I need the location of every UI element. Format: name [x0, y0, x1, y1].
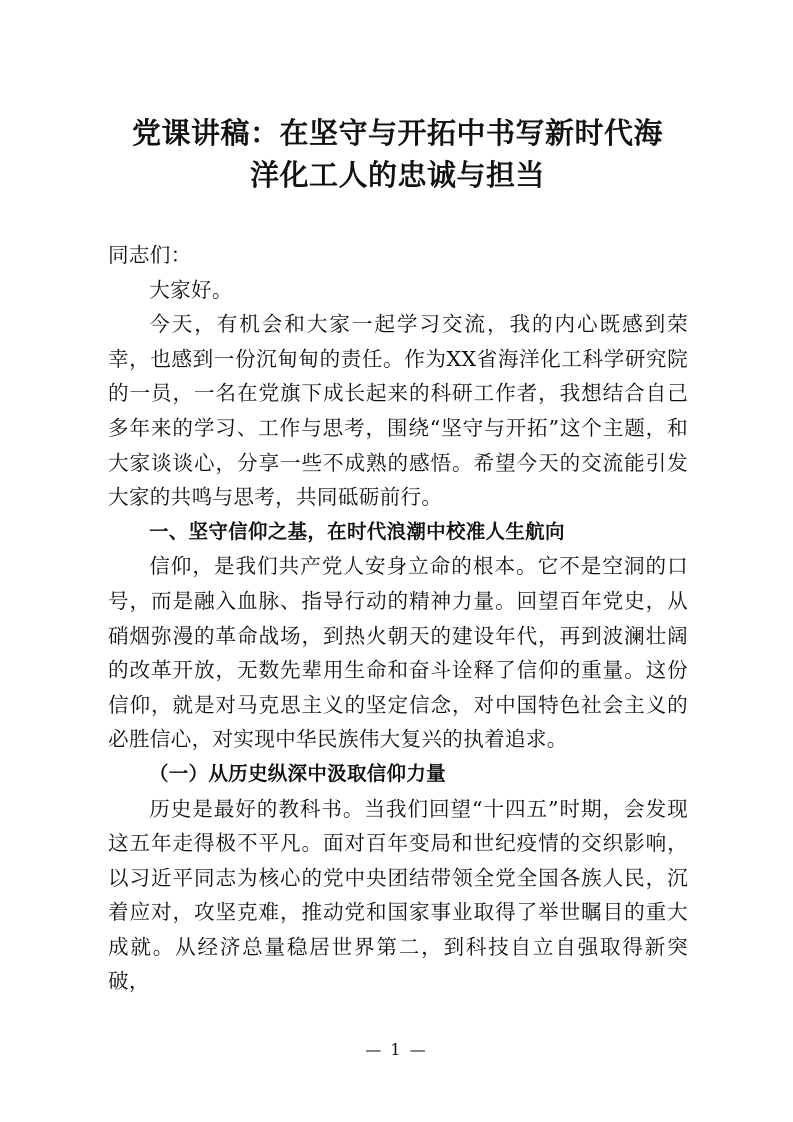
- salutation: 同志们：: [108, 243, 192, 267]
- title-line-2: 洋化工人的忠诚与担当: [249, 158, 545, 192]
- greeting: 大家好。: [149, 277, 233, 302]
- subsection-1-paragraph: 历史是最好的教科书。当我们回望“十四五”时期，会发现这五年走得极不平凡。面对百年变局和世纪疫情的交织影响，以习近平同志为核心的党中央团结带领全党全国各族人民，沉着应对，攻坚克难，推动党和国家事业取得了举世瞩目的重大成就。从经济总量稳居世界第二，到科技自立自强取得新突破，: [108, 796, 688, 994]
- section-1-paragraph: 信仰，是我们共产党人安身立命的根本。它不是空洞的口号，而是融入血脉、指导行动的精神力量。回望百年党史，从硝烟弥漫的革命战场，到热火朝天的建设年代，再到波澜壮阔的改革开放，无数先辈用生命和奋斗诠释了信仰的重量。这份信仰，就是对马克思主义的坚定信念，对中国特色社会主义的必胜信心，对实现中华民族伟大复兴的执着追求。: [108, 554, 688, 752]
- title-line-1: 党课讲稿：在坚守与开拓中书写新时代海: [131, 116, 663, 150]
- intro-paragraph: 今天，有机会和大家一起学习交流，我的内心既感到荣幸，也感到一份沉甸甸的责任。作为XX省海洋化工科学研究院的一员，一名在党旗下成长起来的科研工作者，我想结合自己多年来的学习、工作与思考，围绕“坚守与开拓”这个主题，和大家谈谈心，分享一些不成熟的感悟。希望今天的交流能引发大家的共鸣与思考，共同砥砺前行。: [108, 312, 688, 510]
- document-body: [108, 238, 688, 999]
- page-number: — 1 —: [365, 1040, 428, 1059]
- section-1-heading: 一、坚守信仰之基，在时代浪潮中校准人生航向: [148, 519, 565, 543]
- document-title: [100, 112, 695, 196]
- subsection-1-heading: （一）从历史纵深中汲取信仰力量: [148, 761, 446, 785]
